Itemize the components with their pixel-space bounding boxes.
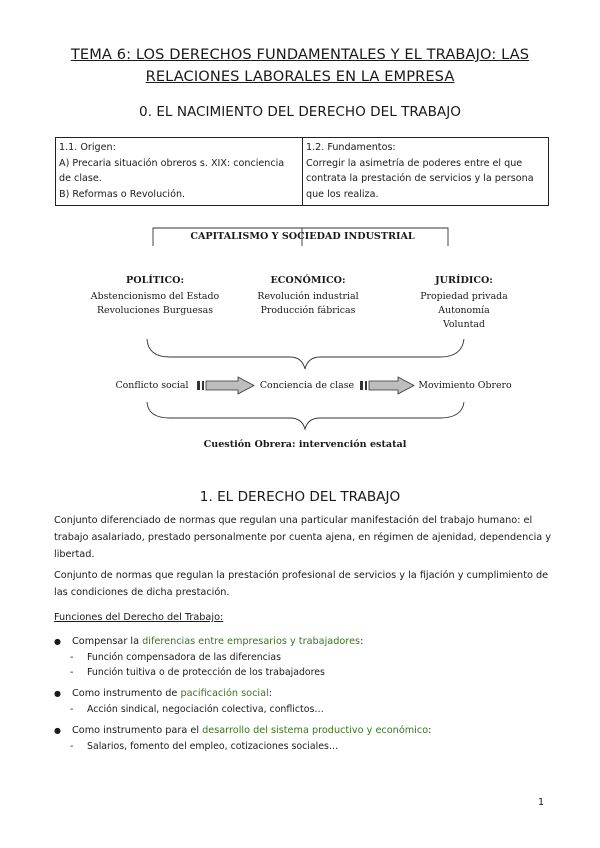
- dash-icon: -: [70, 741, 74, 752]
- juridico-line2: Autonomía: [438, 305, 490, 316]
- bullet-icon: ●: [54, 689, 61, 698]
- juridico-heading: JURÍDICO:: [435, 275, 493, 286]
- sub-list-item: - Función compensadora de las diferencias: [70, 652, 282, 663]
- funciones-title: Funciones del Derecho del Trabajo:: [54, 612, 224, 623]
- fundamentos-cell: 1.2. Fundamentos: Corregir la asimetría de poderes entre el que contrata la prestación de servicios y la persona que los realiza.: [303, 138, 549, 206]
- origin-fundamentos-table: [55, 137, 549, 206]
- definition-paragraph-2: Conjunto de normas que regulan la prestación profesional de servicios y la fijación y cumplimiento de las condiciones de dicha prestación.: [54, 570, 549, 598]
- sub-list-item: - Salarios, fomento del empleo, cotizaciones sociales…: [70, 741, 339, 752]
- dash-icon: -: [70, 704, 74, 715]
- list-item: ● Como instrumento para el desarrollo del sistema productivo y económico:: [54, 725, 432, 736]
- section-1-heading: 1. EL DERECHO DEL TRABAJO: [199, 489, 401, 505]
- arrow-2: [360, 377, 414, 394]
- juridico-line3: Voluntad: [443, 319, 485, 330]
- page-number: 1: [538, 797, 545, 808]
- origen-cell: 1.1. Origen: A) Precaria situación obreros s. XIX: conciencia de clase. B) Reformas o Revolución.: [56, 138, 303, 206]
- capitalism-diagram: [0, 220, 600, 460]
- list-item: ● Como instrumento de pacificación social:: [54, 688, 272, 699]
- sub-list-item: - Acción sindical, negociación colectiva, conflictos…: [70, 704, 324, 715]
- economico-line2: Producción fábricas: [260, 305, 356, 316]
- bullet-icon: ●: [54, 726, 61, 735]
- dash-icon: -: [70, 652, 74, 663]
- economico-heading: ECONÓMICO:: [270, 275, 346, 286]
- politico-heading: POLÍTICO:: [126, 275, 184, 286]
- politico-line2: Revoluciones Burguesas: [96, 305, 214, 316]
- arrow-1: [197, 377, 254, 394]
- dash-icon: -: [70, 667, 74, 678]
- flow-conciencia-clase: Conciencia de clase: [259, 380, 355, 391]
- flow-movimiento-obrero: Movimiento Obrero: [418, 380, 512, 391]
- document-title: TEMA 6: LOS DERECHOS FUNDAMENTALES Y EL TRABAJO: LAS RELACIONES LABORALES EN LA EMPRESA: [70, 46, 530, 85]
- economico-line1: Revolución industrial: [257, 291, 359, 302]
- juridico-line1: Propiedad privada: [420, 291, 508, 302]
- politico-line1: Abstencionismo del Estado: [90, 291, 220, 302]
- diagram-lines: [0, 220, 600, 460]
- definition-paragraph-1: Conjunto diferenciado de normas que regulan una particular manifestación del trabajo humano: el trabajo asalariado, prestado personalmente por cuenta ajena, en régimen de ajenidad, dependencia y libertad.: [54, 515, 552, 560]
- section-0-heading: 0. EL NACIMIENTO DEL DERECHO DEL TRABAJO: [139, 104, 461, 120]
- diagram-bottom-label: Cuestión Obrera: intervención estatal: [203, 439, 407, 450]
- diagram-top-label: CAPITALISMO Y SOCIEDAD INDUSTRIAL: [190, 231, 415, 242]
- bullet-icon: ●: [54, 637, 61, 646]
- flow-conflicto-social: Conflicto social: [115, 380, 189, 391]
- sub-list-item: - Función tuitiva o de protección de los trabajadores: [70, 667, 325, 678]
- list-item: ● Compensar la diferencias entre empresarios y trabajadores:: [54, 636, 364, 647]
